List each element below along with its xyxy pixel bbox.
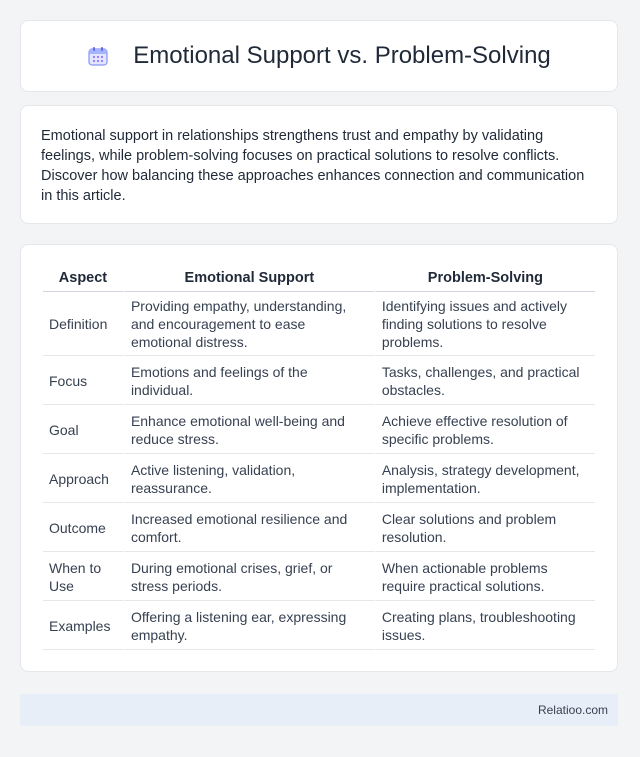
intro-text: Emotional support in relationships strengthens trust and empathy by validating feelings, while problem-solving focuses on practical solutions to resolve conflicts. Discover how balancing these approaches enhances connection and communication in this article. — [41, 128, 585, 204]
aspect-cell: Outcome — [43, 503, 123, 552]
problem-solving-cell: Analysis, strategy development, implementation. — [374, 454, 595, 503]
table-row — [43, 503, 595, 552]
emotional-support-cell: Active listening, validation, reassurance. — [123, 454, 374, 503]
calendar-icon — [87, 45, 109, 67]
emotional-support-cell: Offering a listening ear, expressing empathy. — [123, 601, 374, 650]
problem-solving-cell: When actionable problems require practical solutions. — [374, 552, 595, 601]
comparison-table-card — [20, 244, 618, 672]
footer-brand: Relatioo.com — [537, 703, 608, 717]
table-row — [43, 356, 595, 405]
table-row — [43, 292, 595, 356]
emotional-support-cell: Increased emotional resilience and comfort. — [123, 503, 374, 552]
comparison-table — [43, 265, 595, 650]
aspect-cell: When to Use — [43, 552, 123, 601]
emotional-support-cell: Emotions and feelings of the individual. — [123, 356, 374, 405]
problem-solving-cell: Creating plans, troubleshooting issues. — [374, 601, 595, 650]
problem-solving-cell: Clear solutions and problem resolution. — [374, 503, 595, 552]
emotional-support-cell: Enhance emotional well-being and reduce stress. — [123, 405, 374, 454]
problem-solving-cell: Achieve effective resolution of specific problems. — [374, 405, 595, 454]
aspect-cell: Examples — [43, 601, 123, 650]
problem-solving-cell: Tasks, challenges, and practical obstacles. — [374, 356, 595, 405]
aspect-cell: Focus — [43, 356, 123, 405]
aspect-cell: Approach — [43, 454, 123, 503]
footer — [20, 694, 618, 726]
aspect-cell: Definition — [43, 292, 123, 356]
column-header: Emotional Support — [123, 265, 374, 292]
table-row — [43, 454, 595, 503]
column-header: Aspect — [43, 265, 123, 292]
table-row — [43, 601, 595, 650]
intro-card — [20, 105, 618, 224]
column-header: Problem-Solving — [374, 265, 595, 292]
aspect-cell: Goal — [43, 405, 123, 454]
emotional-support-cell: During emotional crises, grief, or stress periods. — [123, 552, 374, 601]
table-row — [43, 552, 595, 601]
page-title: Emotional Support vs. Problem-Solving — [133, 42, 551, 69]
problem-solving-cell: Identifying issues and actively finding solutions to resolve problems. — [374, 292, 595, 356]
title-card — [20, 20, 618, 92]
emotional-support-cell: Providing empathy, understanding, and encouragement to ease emotional distress. — [123, 292, 374, 356]
table-row — [43, 405, 595, 454]
table-header-row — [43, 265, 595, 292]
